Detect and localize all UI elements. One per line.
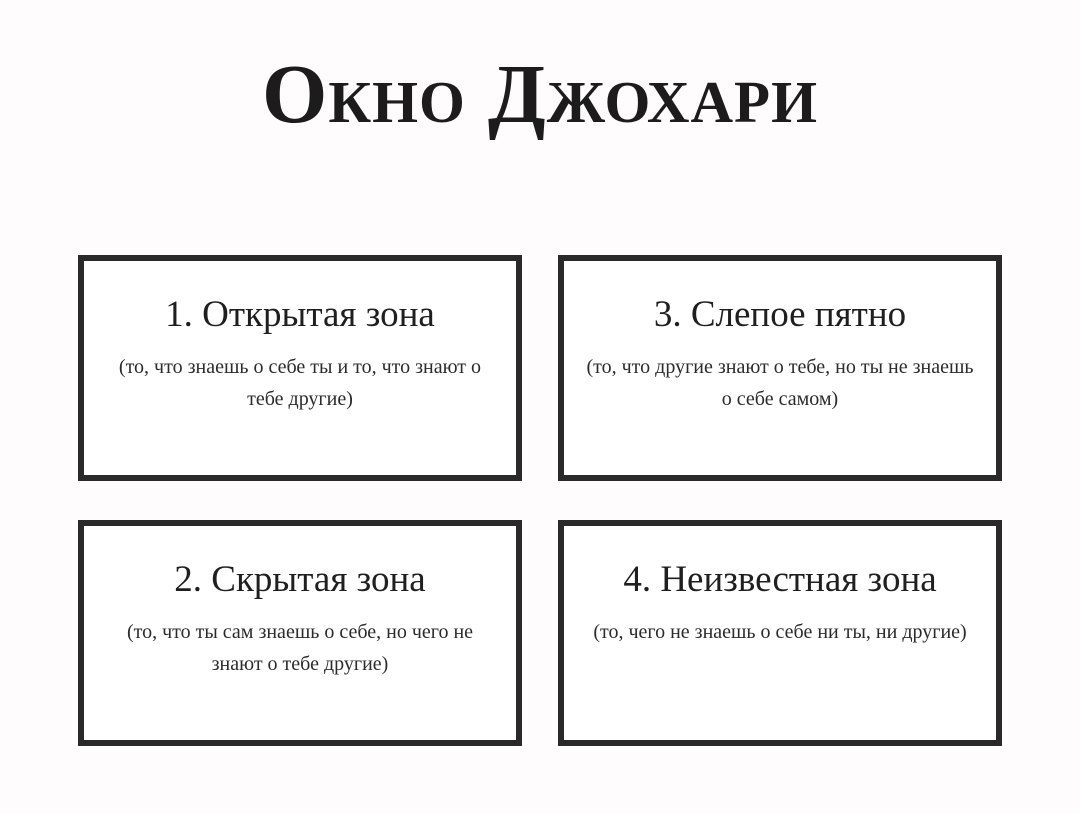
zone-unknown (558, 520, 1002, 746)
zone-description: (то, чего не знаешь о себе ни ты, ни другие) (593, 621, 967, 643)
zone-description: (то, что знаешь о себе ты и то, что знают о тебе другие) (118, 356, 482, 410)
zone-description: (то, что ты сам знаешь о себе, но чего не знают о тебе другие) (126, 621, 474, 675)
zone-hidden (78, 520, 522, 746)
zone-open (78, 255, 522, 481)
zone-heading: 2. Скрытая зона (174, 559, 426, 600)
zone-description: (то, что другие знают о тебе, но ты не знаешь о себе самом) (586, 356, 974, 410)
zone-blind-spot (558, 255, 1002, 481)
zone-heading: 3. Слепое пятно (653, 294, 907, 335)
page-title: Окно Джохари (262, 48, 818, 141)
zone-heading: 1. Открытая зона (165, 294, 435, 335)
zone-heading: 4. Неизвестная зона (623, 559, 937, 600)
